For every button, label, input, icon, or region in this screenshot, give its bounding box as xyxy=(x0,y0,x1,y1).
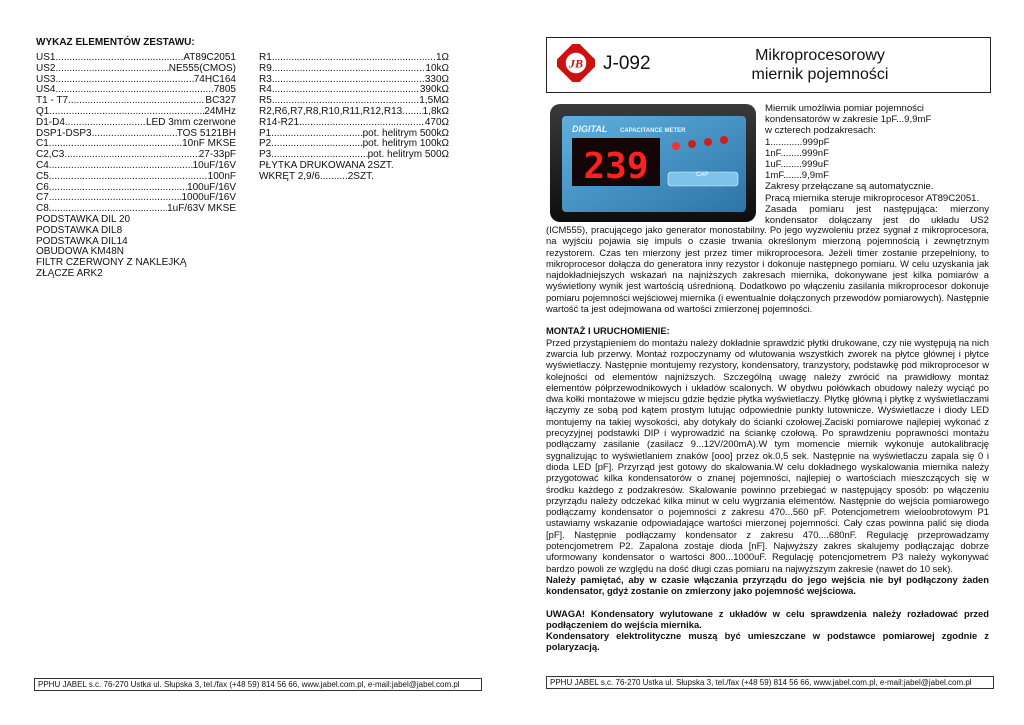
logo-text: JB xyxy=(568,56,584,71)
part-row xyxy=(36,161,236,172)
device-label-digital: DIGITAL xyxy=(572,124,608,134)
part-value: 1uF/63V MKSE xyxy=(167,203,236,215)
part-designator: C6 xyxy=(36,181,49,193)
assembly-heading: MONTAŻ I URUCHOMIENIE: xyxy=(546,325,670,337)
part-designator: US2 xyxy=(36,62,56,74)
device-label-meter: CAPACITANCE METER xyxy=(620,128,686,134)
part-designator: P3 xyxy=(259,149,272,161)
assembly-paragraph: Przed przystąpieniem do montażu należy dokładnie sprawdzić płytki drukowane, czy nie występują na nich zwarcia lub przerwy. Montaż rozpoczynamy od wlutowania wszystkich zworek na płytce głównej i płytce wyświetlaczy. Następnie montujemy rezystory, kondensatory, tranzystory, podstawkę pod mikroprocesor w kolejności od elementów najniższych. Szczególną uwagę należy zwrócić na prawidłowy montaż elementów półprzewodnikowych i układów scalonych. W obydwu połówkach obudowy należy wyciąć po dwa kołki montażowe w miejscu gdzie będzie płytka wyświetlaczy. Płytkę główną i płytkę z wyświetlaczami łączymy ze sobą pod kątem prostym lutując odpowiednie punkty lutownicze. Wyświetlacze i diody LED montujemy na takiej wysokości, aby dotykały do ścianki czołowej.Zaciski pomiarowe najlepiej wykonać z precyzyjnej podstawki DIP i wyprowadzić na ściankę czołową. Po sprawdzeniu poprawności montażu podłączamy zasilanie (zasilacz 9...12V/200mA).W tym momencie miernik wykonuje autokalibrację sygnalizując to wyświetlaniem znaków [ooo] przez ok.0,5 sek. Następnie na wyświetlaczu zapala się 0 i dioda LED [pF]. Przyrząd jest gotowy do skalowania.W celu dokładnego wyskalowania miernika należy przygotować kilka kondensatorów o znanej pojemności, najlepiej o wartościach mieszczących się w środku każdego z podzakresów. Skalowanie powinno przebiegać w następujący sposób: po włączeniu przyrządu należy odczekać kilka minut w celu wygrzania elementów. Następnie do wejścia pomiarowego podłączamy kondensator o pojemności z zakresu 470...560 pF. Potencjometrem wieloobrotowym P1 ustawiamy wskazanie odpowiadające wartości mierzonej pojemności. Cały czas powinna palić się dioda [pF]. Następnie podłączamy kondensator z zakresu 470....680nF. Regulację przeprowadzamy potencjometrem P2. Zapalona zostaje dioda [nF]. Najwyższy zakres skalujemy podłączając dobrze uformowany kondensator o wartości 800...1000uF. Regulację potencjometrem P3 należy wykonywać bardzo powoli ze względu na dość długi czas pomiaru na najwyższym zakresie (nawet do 10 sek). xyxy=(546,336,989,574)
led-uf xyxy=(704,138,712,146)
part-designator: US4 xyxy=(36,84,56,96)
leader-dots xyxy=(272,64,426,75)
part-value: AT89C2051 xyxy=(183,52,236,63)
part-value: 1,8kΩ xyxy=(422,105,449,117)
intro-line: kondensatorów w zakresie 1pF...9,9mF xyxy=(765,114,932,126)
part-designator: R2,R6,R7,R8,R10,R11,R12,R13 xyxy=(259,105,403,117)
intro-line: Miernik umożliwia pomiar pojemności xyxy=(765,103,924,114)
part-designator: C7 xyxy=(36,192,49,204)
part-designator: C8 xyxy=(36,203,49,215)
footer-left: PPHU JABEL s.c. 76-270 Ustka ul. Słupska 3, tel./fax (+48 59) 814 56 66, www.jabel.com.pl, e-mail:jabel@jabel.com.pl xyxy=(34,678,482,691)
device-cap-label: CAP xyxy=(696,172,709,178)
footer-right: PPHU JABEL s.c. 76-270 Ustka ul. Słupska 3, tel./fax (+48 59) 814 56 66, www.jabel.com.pl, e-mail:jabel@jabel.com.pl xyxy=(546,676,994,689)
leader-dots xyxy=(68,96,205,107)
leader-dots xyxy=(272,75,425,86)
part-designator: US1 xyxy=(36,52,56,63)
part-designator: C4 xyxy=(36,159,49,171)
leader-dots xyxy=(92,129,177,140)
part-row xyxy=(259,53,449,64)
part-designator: R5 xyxy=(259,95,272,107)
part-designator: D1-D4 xyxy=(36,116,65,128)
part-value: TOS 5121BH xyxy=(176,127,236,139)
intro-line: 1uF........999uF xyxy=(765,159,829,171)
description-paragraph: (ICM555), pracującego jako generator monostabilny. Po jego wyzwoleniu przez sygnał z mikroprocesora, na wyjściu pojawia się impuls o czasie trwania określonym mierzoną pojemnością i zewnętrznym rezystorem. Czas ten mierzony jest przez timer mikroprocesora. Jeżeli timer zostanie przepełniony, to mikroprocesor dołącza do generatora inny rezystor i dokonuje następnego pomiaru. W celu uzyskania jak najdokładniejszych wskazań na najniższych zakresach miernika, dokonywane jest kilka pomiarów a wyświetlony wynik jest wartością uśrednioną. Dodatkowo po włączeniu zasilania mikroprocesor dokonuje pomiaru pojemności wejściowej miernika (i ewentualnie dołączonych przewodów pomiarowych). Następnie wartość ta jest odejmowana od wartości zmierzonej pojemności. xyxy=(546,224,989,315)
part-designator: R3 xyxy=(259,73,272,85)
intro-line: Zasada pomiaru jest następująca: mierzony xyxy=(765,203,989,215)
title-line-1: Mikroprocesorowy xyxy=(755,47,885,64)
part-value: BC327 xyxy=(205,95,236,107)
part-designator: R9 xyxy=(259,62,272,74)
part-line: PODSTAWKA DIL8 xyxy=(36,224,123,236)
part-value: pot. helitrym 100kΩ xyxy=(362,138,449,150)
part-line: PODSTAWKA DIL 20 xyxy=(36,213,131,225)
part-value: 7805 xyxy=(213,84,236,96)
led-mf xyxy=(720,136,728,144)
part-designator: C5 xyxy=(36,170,49,182)
part-line: PODSTAWKA DIL14 xyxy=(36,235,128,247)
warning-discharge: UWAGA! Kondensatory wylutowane z układów w celu sprawdzenia należy rozładować przed podłączeniem do wejścia miernika. xyxy=(546,607,989,630)
part-value: 74HC164 xyxy=(193,73,236,85)
part-row xyxy=(36,118,236,129)
part-designator: P2 xyxy=(259,138,272,150)
device-photo xyxy=(548,102,758,224)
leader-dots xyxy=(55,85,213,96)
parts-list-title: WYKAZ ELEMENTÓW ZESTAWU: xyxy=(36,37,195,48)
intro-line: 1nF........999nF xyxy=(765,147,829,159)
part-designator: DSP1-DSP3 xyxy=(36,127,92,139)
leader-dots xyxy=(49,193,182,204)
warning-input-note: Należy pamiętać, aby w czasie włączania przyrządu do jego wejścia nie był podłączony żaden kondensator, gdyż zostanie on zmierzony jako pojemność wejściowa. xyxy=(546,573,989,597)
leader-dots xyxy=(271,129,362,140)
part-designator: C2,C3 xyxy=(36,149,65,161)
page-title xyxy=(700,46,940,84)
part-designator: R14-R21 xyxy=(259,116,300,128)
part-value: 10kΩ xyxy=(425,62,449,74)
part-row xyxy=(259,118,449,129)
part-line: FILTR CZERWONY Z NAKLEJKĄ xyxy=(36,257,187,269)
leader-dots xyxy=(64,150,198,161)
part-value: pot. helitrym 500kΩ xyxy=(362,127,449,139)
leader-dots xyxy=(402,107,422,118)
part-designator: P1 xyxy=(259,127,272,139)
leader-dots xyxy=(299,118,425,129)
part-value: LED 3mm czerwone xyxy=(145,116,236,128)
intro-line: 1............999pF xyxy=(765,136,830,148)
part-value: 10uF/16V xyxy=(192,159,236,171)
intro-line: Zakresy przełączane są automatycznie. xyxy=(765,181,934,193)
part-value: 100uF/16V xyxy=(187,181,236,193)
part-designator: Q1 xyxy=(36,105,50,117)
part-designator: R1 xyxy=(259,52,272,63)
title-line-2: miernik pojemności xyxy=(751,66,889,83)
kit-code: J-092 xyxy=(603,53,651,74)
intro-line: 1mF.......9,9mF xyxy=(765,170,829,182)
intro-line: w czterech podzakresach: xyxy=(765,125,876,137)
leader-dots xyxy=(55,53,183,64)
led-nf xyxy=(688,140,696,148)
part-value: 1Ω xyxy=(435,52,449,63)
intro-line: kondensator dołączany jest do układu US2 xyxy=(765,215,989,227)
part-value: pot. helitrym 500Ω xyxy=(367,149,449,161)
part-line: PŁYTKA DRUKOWANA 2SZT. xyxy=(259,159,394,171)
leader-dots xyxy=(49,172,208,183)
part-value: NE555(CMOS) xyxy=(168,62,236,74)
part-value: 10nF MKSE xyxy=(182,138,236,150)
device-display-value: 239 xyxy=(583,146,649,187)
body-text xyxy=(546,224,989,653)
leader-dots xyxy=(271,139,362,150)
part-designator: C1 xyxy=(36,138,49,150)
parts-list-right xyxy=(259,53,449,183)
part-row xyxy=(36,75,236,86)
part-value: 330Ω xyxy=(424,73,449,85)
part-value: 24MHz xyxy=(204,105,236,117)
leader-dots xyxy=(55,64,168,75)
part-value: 470Ω xyxy=(424,116,449,128)
intro-text xyxy=(765,103,989,226)
part-value: 27-33pF xyxy=(198,149,236,161)
part-designator: R4 xyxy=(259,84,272,96)
part-row xyxy=(36,172,236,183)
part-line: OBUDOWA KM48N xyxy=(36,246,124,258)
part-value: 1,5MΩ xyxy=(419,95,449,107)
leader-dots xyxy=(49,161,193,172)
led-pf xyxy=(672,142,680,150)
leader-dots xyxy=(65,118,146,129)
jabel-logo xyxy=(557,44,595,82)
part-row xyxy=(36,64,236,75)
leader-dots xyxy=(272,53,436,64)
part-line: WKRĘT 2,9/6..........2SZT. xyxy=(259,170,374,182)
part-value: 390kΩ xyxy=(419,84,449,96)
part-designator: T1 - T7 xyxy=(36,95,69,107)
part-line: ZŁĄCZE ARK2 xyxy=(36,267,103,279)
part-value: 100nF xyxy=(207,170,236,182)
parts-list-left xyxy=(36,53,236,280)
leader-dots xyxy=(55,75,193,86)
leader-dots xyxy=(49,183,187,194)
part-designator: US3 xyxy=(36,73,56,85)
warning-polarity: Kondensatory elektrolityczne muszą być umieszczane w podstawce pomiarowej zgodnie z polaryzacją. xyxy=(546,630,989,653)
part-row xyxy=(259,64,449,75)
leader-dots xyxy=(49,139,182,150)
leader-dots xyxy=(272,85,420,96)
intro-line: Pracą miernika steruje mikroprocesor AT89C2051. xyxy=(765,192,980,204)
part-value: 1000uF/16V xyxy=(181,192,236,204)
